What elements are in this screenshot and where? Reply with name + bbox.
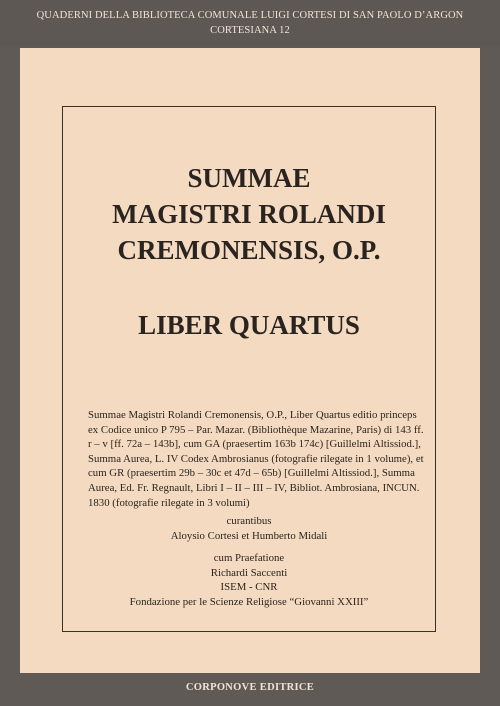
editors: Aloysio Cortesi et Humberto Midali: [170, 529, 328, 542]
praefatione-label: cum Praefatione: [213, 552, 285, 565]
description-line: Summa Aurea, L. IV Codex Ambrosianus (fotografie rilegate in 1 volume), et: [88, 452, 424, 465]
description-line: 1830 (fotografie rilegate in 3 volumi): [88, 496, 250, 509]
series-header: [0, 8, 500, 38]
title-line-2: MAGISTRI ROLANDI: [112, 199, 386, 229]
description-line: ex Codice unico P 795 – Par. Mazar. (Bibliothèque Mazarine, Paris) di 143 ff.: [88, 423, 424, 436]
publisher-name: CORPONOVE EDITRICE: [185, 682, 315, 693]
description-line: Summae Magistri Rolandi Cremonensis, O.P., Liber Quartus editio princeps: [88, 409, 417, 421]
institution: ISEM - CNR: [220, 581, 278, 594]
description-line: r – v [ff. 72a – 143b], cum GA (praesertim 163b 174c) [Guillelmi Altissiod.],: [88, 438, 421, 451]
series-volume: CORTESIANA 12: [210, 25, 290, 36]
foundation: Fondazione per le Scienze Religiose “Giovanni XXIII”: [129, 595, 369, 608]
series-title: QUADERNI DELLA BIBLIOTECA COMUNALE LUIGI CORTESI DI SAN PAOLO D’ARGON: [36, 10, 464, 21]
credits-gap: [62, 543, 436, 551]
book-title: [62, 160, 436, 268]
title-line-3: CREMONENSIS, O.P.: [117, 235, 381, 265]
edition-description: [88, 408, 422, 510]
description-line: Aurea, Ed. Fr. Regnault, Libri I – II – III – IV, Bibliot. Ambrosiana, INCUN.: [88, 481, 420, 494]
praefatione-author: Richardi Saccenti: [210, 566, 288, 579]
credits: [62, 514, 436, 610]
description-line: cum GR (praesertim 29b – 30c et 47d – 65b) [Guillelmi Altissiod.], Summa: [88, 467, 415, 480]
title-line-1: SUMMAE: [187, 163, 311, 193]
curantibus-label: curantibus: [226, 515, 272, 527]
book-subtitle: LIBER QUARTUS: [138, 310, 360, 340]
